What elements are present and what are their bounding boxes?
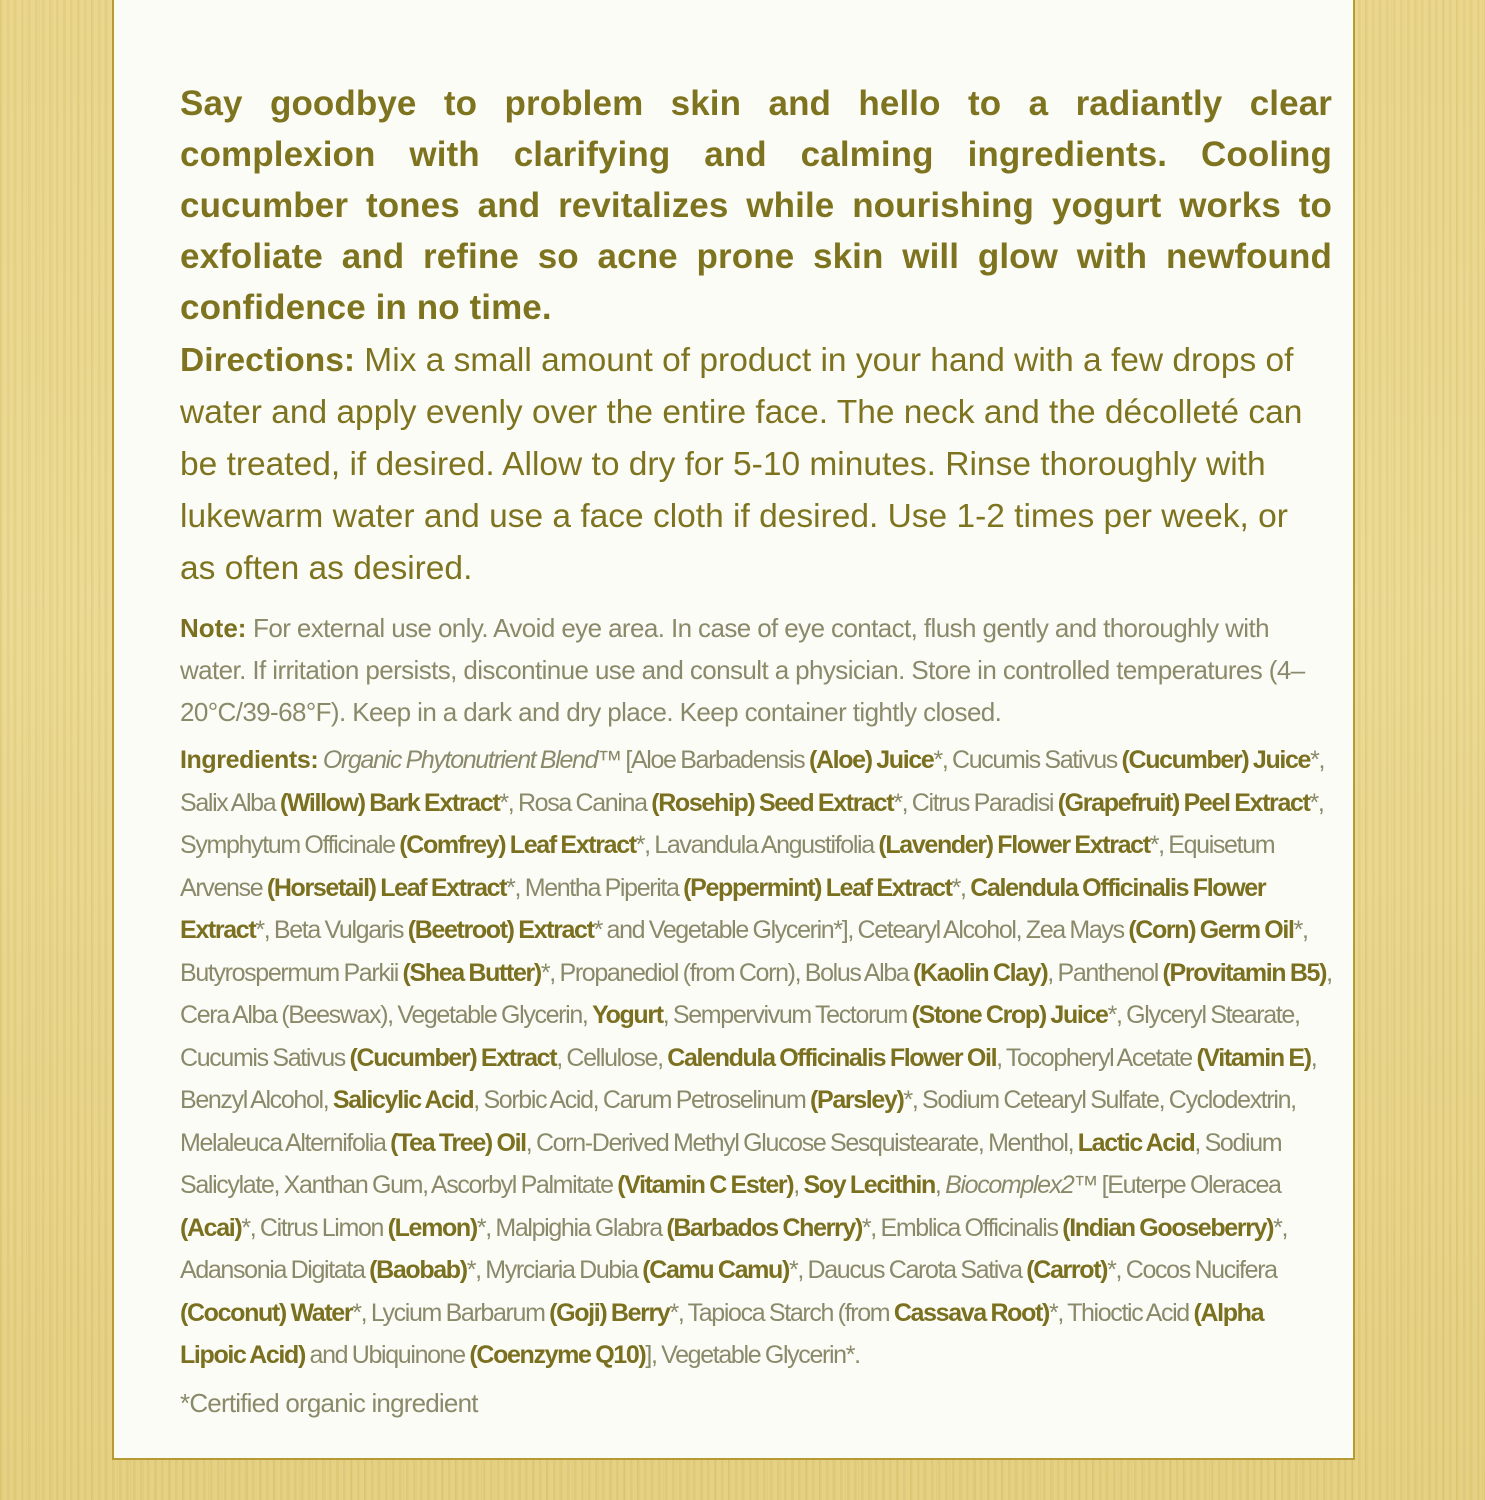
ingredient-segment: , Sempervivum Tectorum [662, 1001, 912, 1029]
ingredient-segment: (Camu Camu) [642, 1256, 789, 1284]
ingredient-segment: (Barbados Cherry) [666, 1213, 862, 1242]
ingredients-label: Ingredients: [180, 746, 319, 774]
ingredient-segment: (Acai) [180, 1213, 242, 1242]
ingredient-segment: * and Vegetable Glycerin*], Cetearyl Alcohol, Zea Mays [593, 916, 1129, 944]
ingredient-segment: *, Myrciaria Dubia [466, 1256, 643, 1284]
ingredient-segment: *, Tapioca Starch (from [669, 1298, 894, 1327]
ingredient-segment: *, Sodium Cetearyl Sulfate, Cyclodextrin, Melaleuca Alternifolia [180, 1086, 1296, 1157]
ingredient-segment: (Alpha Lipoic Acid) [180, 1298, 1264, 1369]
directions-text: Mix a small amount of product in your hand with a few drops of water and apply evenly over the entire face. The neck and the décolleté can be treated, if desired. Allow to dry for 5-10 minutes. Rinse thoroughly with lukewarm water and use a face cloth if desired. Use 1-2 times per week, or as often as desired. [180, 342, 1303, 587]
ingredient-segment: *, Mentha Piperita [506, 873, 684, 902]
ingredient-segment: *, Citrus Limon [241, 1213, 388, 1242]
ingredient-segment: (Rosehip) Seed Extract [651, 788, 894, 817]
ingredient-segment: (Aloe) Juice [808, 746, 934, 774]
ingredient-segment: (Comfrey) Leaf Extract [399, 831, 636, 859]
ingredient-segment: (Vitamin C Ester) [617, 1171, 794, 1199]
ingredient-segment: *, Malpighia Glabra [476, 1213, 667, 1242]
ingredients-paragraph [180, 739, 1332, 1377]
directions-label: Directions: [180, 342, 355, 379]
ingredient-segment: *, Daucus Carota Sativa [788, 1256, 1027, 1284]
ingredient-segment: (Vitamin E) [1196, 1043, 1311, 1072]
ingredient-segment: , Cera Alba (Beeswax), Vegetable Glycerin, [180, 958, 1332, 1029]
ingredient-segment: Lactic Acid [1077, 1128, 1195, 1157]
ingredient-segment: (Peppermint) Leaf Extract [683, 873, 952, 902]
ingredient-segment: Calendula Officinalis Flower Oil [667, 1043, 997, 1072]
ingredient-segment: *, Equisetum Arvense [180, 831, 1275, 902]
note-paragraph [180, 607, 1332, 733]
ingredient-segment: *, Glyceryl Stearate, Cucumis Sativus [180, 1001, 1300, 1072]
ingredient-segment: (Carrot) [1026, 1256, 1108, 1284]
ingredient-segment: , Sorbic Acid, Carum Petroselinum [473, 1086, 811, 1114]
ingredient-segment: , Tocopheryl Acetate [996, 1043, 1197, 1072]
directions-paragraph [180, 335, 1332, 595]
note-label: Note: [180, 613, 247, 643]
ingredient-segment: (Lavender) Flower Extract [878, 831, 1150, 859]
ingredient-segment: *, Beta Vulgaris [255, 916, 408, 944]
ingredient-segment: (Cucumber) Extract [349, 1043, 557, 1072]
ingredient-segment: , Sodium Salicylate, Xanthan Gum, Ascorbyl Palmitate [180, 1128, 1282, 1199]
ingredient-segment: , Corn-Derived Methyl Glucose Sesquistearate, Menthol, [525, 1128, 1078, 1157]
footnote: *Certified organic ingredient [180, 1387, 478, 1418]
ingredient-segment: Organic Phytonutrient Blend™ [322, 746, 621, 774]
ingredient-segment: (Coconut) Water [180, 1298, 353, 1327]
ingredient-segment: (Provitamin B5) [1162, 958, 1327, 987]
ingredient-segment: *, Lavandula Angustifolia [635, 831, 879, 859]
ingredient-segment: *, Rosa Canina [499, 788, 652, 817]
ingredient-segment: (Lemon) [387, 1213, 477, 1242]
ingredient-segment: ], Vegetable Glycerin*. [645, 1341, 860, 1369]
ingredient-segment: Soy Lecithin [803, 1171, 935, 1199]
ingredient-segment: (Horsetail) Leaf Extract [266, 873, 507, 902]
ingredient-segment: (Stone Crop) Juice [911, 1001, 1108, 1029]
ingredient-segment: (Goji) Berry [549, 1298, 670, 1327]
ingredient-segment: *, Citrus Paradisi [893, 788, 1058, 817]
ingredient-segment: , Benzyl Alcohol, [180, 1043, 1317, 1114]
ingredient-segment: *, Butyrospermum Parkii [180, 916, 1308, 987]
ingredient-segment: Biocomplex2™ [945, 1171, 1098, 1199]
ingredient-segment: (Parsley) [810, 1086, 904, 1114]
note-text: For external use only. Avoid eye area. In case of eye contact, flush gently and thoroughly with water. If irritation persists, discontinue use and consult a physician. Store in controlled temperatures (4–20°C/39-68°F). Keep in a dark and dry place. Keep container tightly closed. [180, 613, 1305, 727]
ingredient-segment: (Kaolin Clay) [913, 958, 1048, 987]
ingredient-segment: (Corn) Germ Oil [1128, 916, 1294, 944]
ingredient-segment: Calendula Officinalis Flower Extract [180, 873, 1266, 944]
ingredient-segment: *, Emblica Officinalis [861, 1213, 1063, 1242]
ingredient-segment: *, Cocos Nucifera [1107, 1256, 1277, 1284]
ingredient-segment: and Ubiquinone [304, 1341, 470, 1369]
label-panel [112, 0, 1355, 1460]
ingredient-segment: , Cellulose, [556, 1043, 668, 1072]
ingredient-segment: *, Propanediol (from Corn), Bolus Alba [540, 958, 914, 987]
ingredient-segment: (Grapefruit) Peel Extract [1057, 788, 1310, 817]
ingredient-segment: (Indian Gooseberry) [1062, 1213, 1274, 1242]
ingredient-segment: (Tea Tree) Oil [390, 1128, 526, 1157]
ingredient-segment: [Euterpe Oleracea [1097, 1171, 1281, 1199]
ingredient-segment: *, Symphytum Officinale [180, 788, 1324, 859]
ingredient-segment: (Beetroot) Extract [407, 916, 594, 944]
label-content [180, 78, 1332, 1425]
ingredient-segment: *, [951, 873, 971, 902]
intro-paragraph: Say goodbye to problem skin and hello to a radiantly clear complexion with clarifying and calming ingredients. Cooling cucumber tones and revitalizes while nourishing yogurt works to exfoliate and refine so acne prone skin will glow with newfound confidence in no time. [180, 84, 1332, 327]
ingredient-segment: (Cucumber) Juice [1121, 746, 1311, 774]
ingredient-segment: *, Salix Alba [180, 746, 1325, 817]
ingredient-segment: *, Cucumis Sativus [933, 746, 1122, 774]
ingredient-segment: (Baobab) [369, 1256, 467, 1284]
ingredient-segment: Cassava Root) [893, 1298, 1049, 1327]
ingredient-segment: (Willow) Bark Extract [279, 788, 500, 817]
ingredient-segment: , Panthenol [1047, 958, 1163, 987]
ingredient-segment: (Coenzyme Q10) [469, 1341, 646, 1369]
ingredient-segment: (Shea Butter) [402, 958, 541, 987]
ingredient-segment: *, Lycium Barbarum [352, 1298, 550, 1327]
ingredient-segment: [Aloe Barbadensis [620, 746, 809, 774]
ingredient-segment: Yogurt [592, 1001, 663, 1029]
ingredient-segment: *, Adansonia Digitata [180, 1213, 1288, 1284]
ingredient-segment: *, Thioctic Acid [1048, 1298, 1194, 1327]
ingredient-segment: , [793, 1171, 804, 1199]
ingredient-segment: , [934, 1171, 946, 1199]
ingredient-segment: Salicylic Acid [332, 1086, 474, 1114]
